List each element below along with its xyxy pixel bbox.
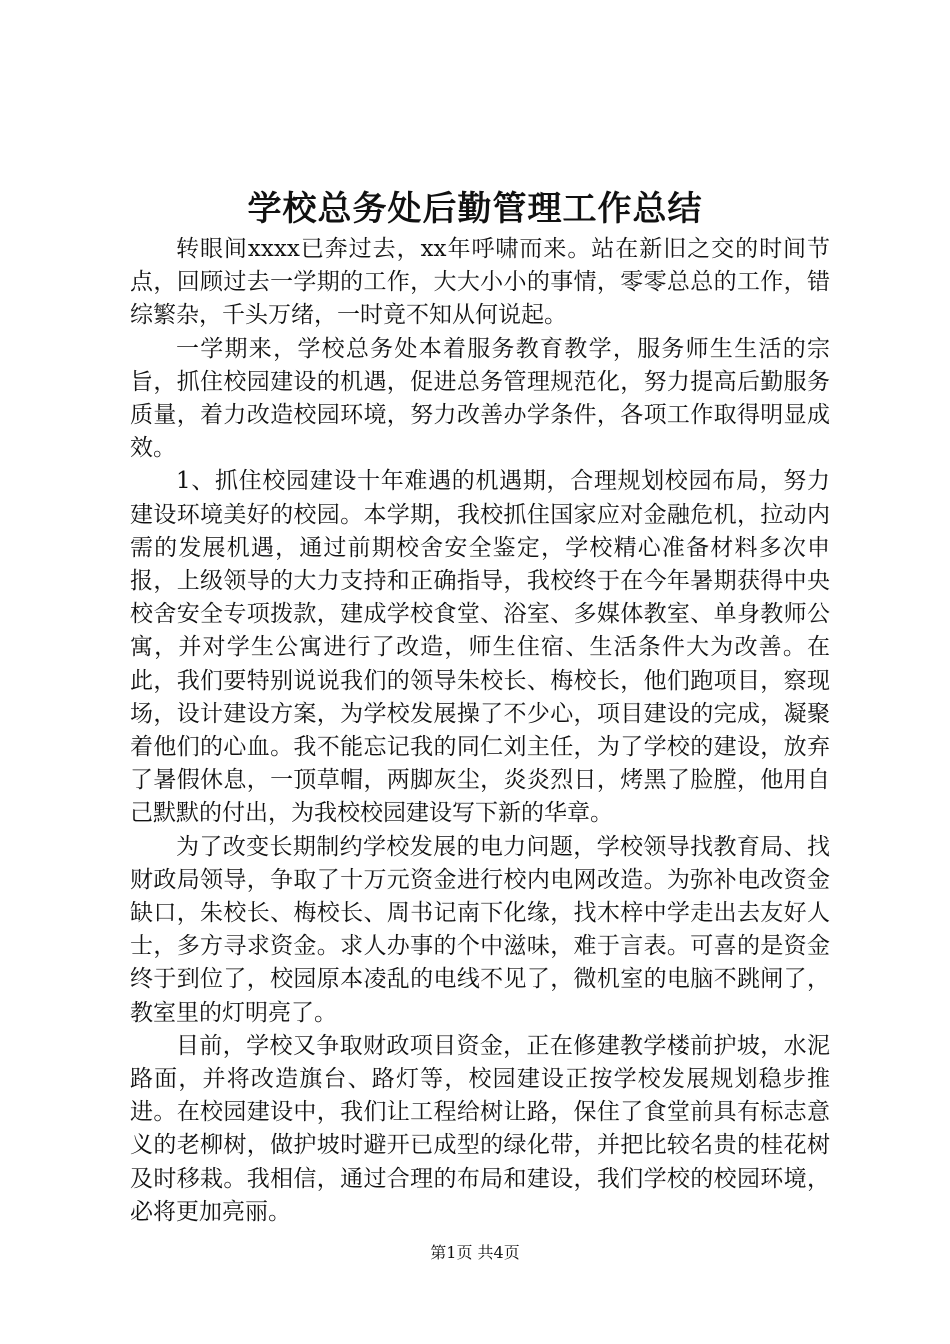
paragraph-campus-construction: 1、抓住校园建设十年难遇的机遇期，合理规划校园布局，努力建设环境美好的校园。本学期，我校抓住国家应对金融危机，拉动内需的发展机遇，通过前期校舍安全鉴定，学校精心准备材料多次申报，上级领导的大力支持和正确指导，我校终于在今年暑期获得中央校舍安全专项拨款，建成学校食堂、浴室、多媒体教室、单身教师公寓，并对学生公寓进行了改造，师生住宿、生活条件大为改善。在此，我们要特别说说我们的领导朱校长、梅校长，他们跑项目，察现场，设计建设方案，为学校发展操了不少心，项目建设的完成，凝聚着他们的心血。我不能忘记我的同仁刘主任，为了学校的建设，放弃了暑假休息，一顶草帽，两脚灰尘，炎炎烈日，烤黑了脸膛，他用自己默默的付出，为我校校园建设写下新的华章。: [130, 468, 830, 827]
document-body: [130, 233, 830, 1229]
document-title: 学校总务处后勤管理工作总结: [247, 189, 703, 229]
paragraph-power-grid: 为了改变长期制约学校发展的电力问题，学校领导找教育局、找财政局领导，争取了十万元资金进行校内电网改造。为弥补电改资金缺口，朱校长、梅校长、周书记南下化缘，找木梓中学走出去友好人士，多方寻求资金。求人办事的个中滋味，难于言表。可喜的是资金终于到位了，校园原本凌乱的电线不见了，微机室的电脑不跳闸了，教室里的灯明亮了。: [130, 833, 830, 1026]
paragraph-overview: 一学期来，学校总务处本着服务教育教学，服务师生生活的宗旨，抓住校园建设的机遇，促进总务管理规范化，努力提高后勤服务质量，着力改造校园环境，努力改善办学条件，各项工作取得明显成效。: [130, 335, 830, 462]
paragraph-current-projects: 目前，学校又争取财政项目资金，正在修建教学楼前护坡，水泥路面，并将改造旗台、路灯等，校园建设正按学校发展规划稳步推进。在校园建设中，我们让工程给树让路，保住了食堂前具有标志意义的老柳树，做护坡时避开已成型的绿化带，并把比较名贵的桂花树及时移栽。我相信，通过合理的布局和建设，我们学校的校园环境，必将更加亮丽。: [130, 1032, 830, 1225]
page-number-footer: 第1页 共4页: [430, 1243, 520, 1262]
paragraph-intro: 转眼间xxxx已奔过去，xx年呼啸而来。站在新旧之交的时间节点，回顾过去一学期的工作，大大小小的事情，零零总总的工作，错综繁杂，千头万绪，一时竟不知从何说起。: [130, 236, 830, 329]
